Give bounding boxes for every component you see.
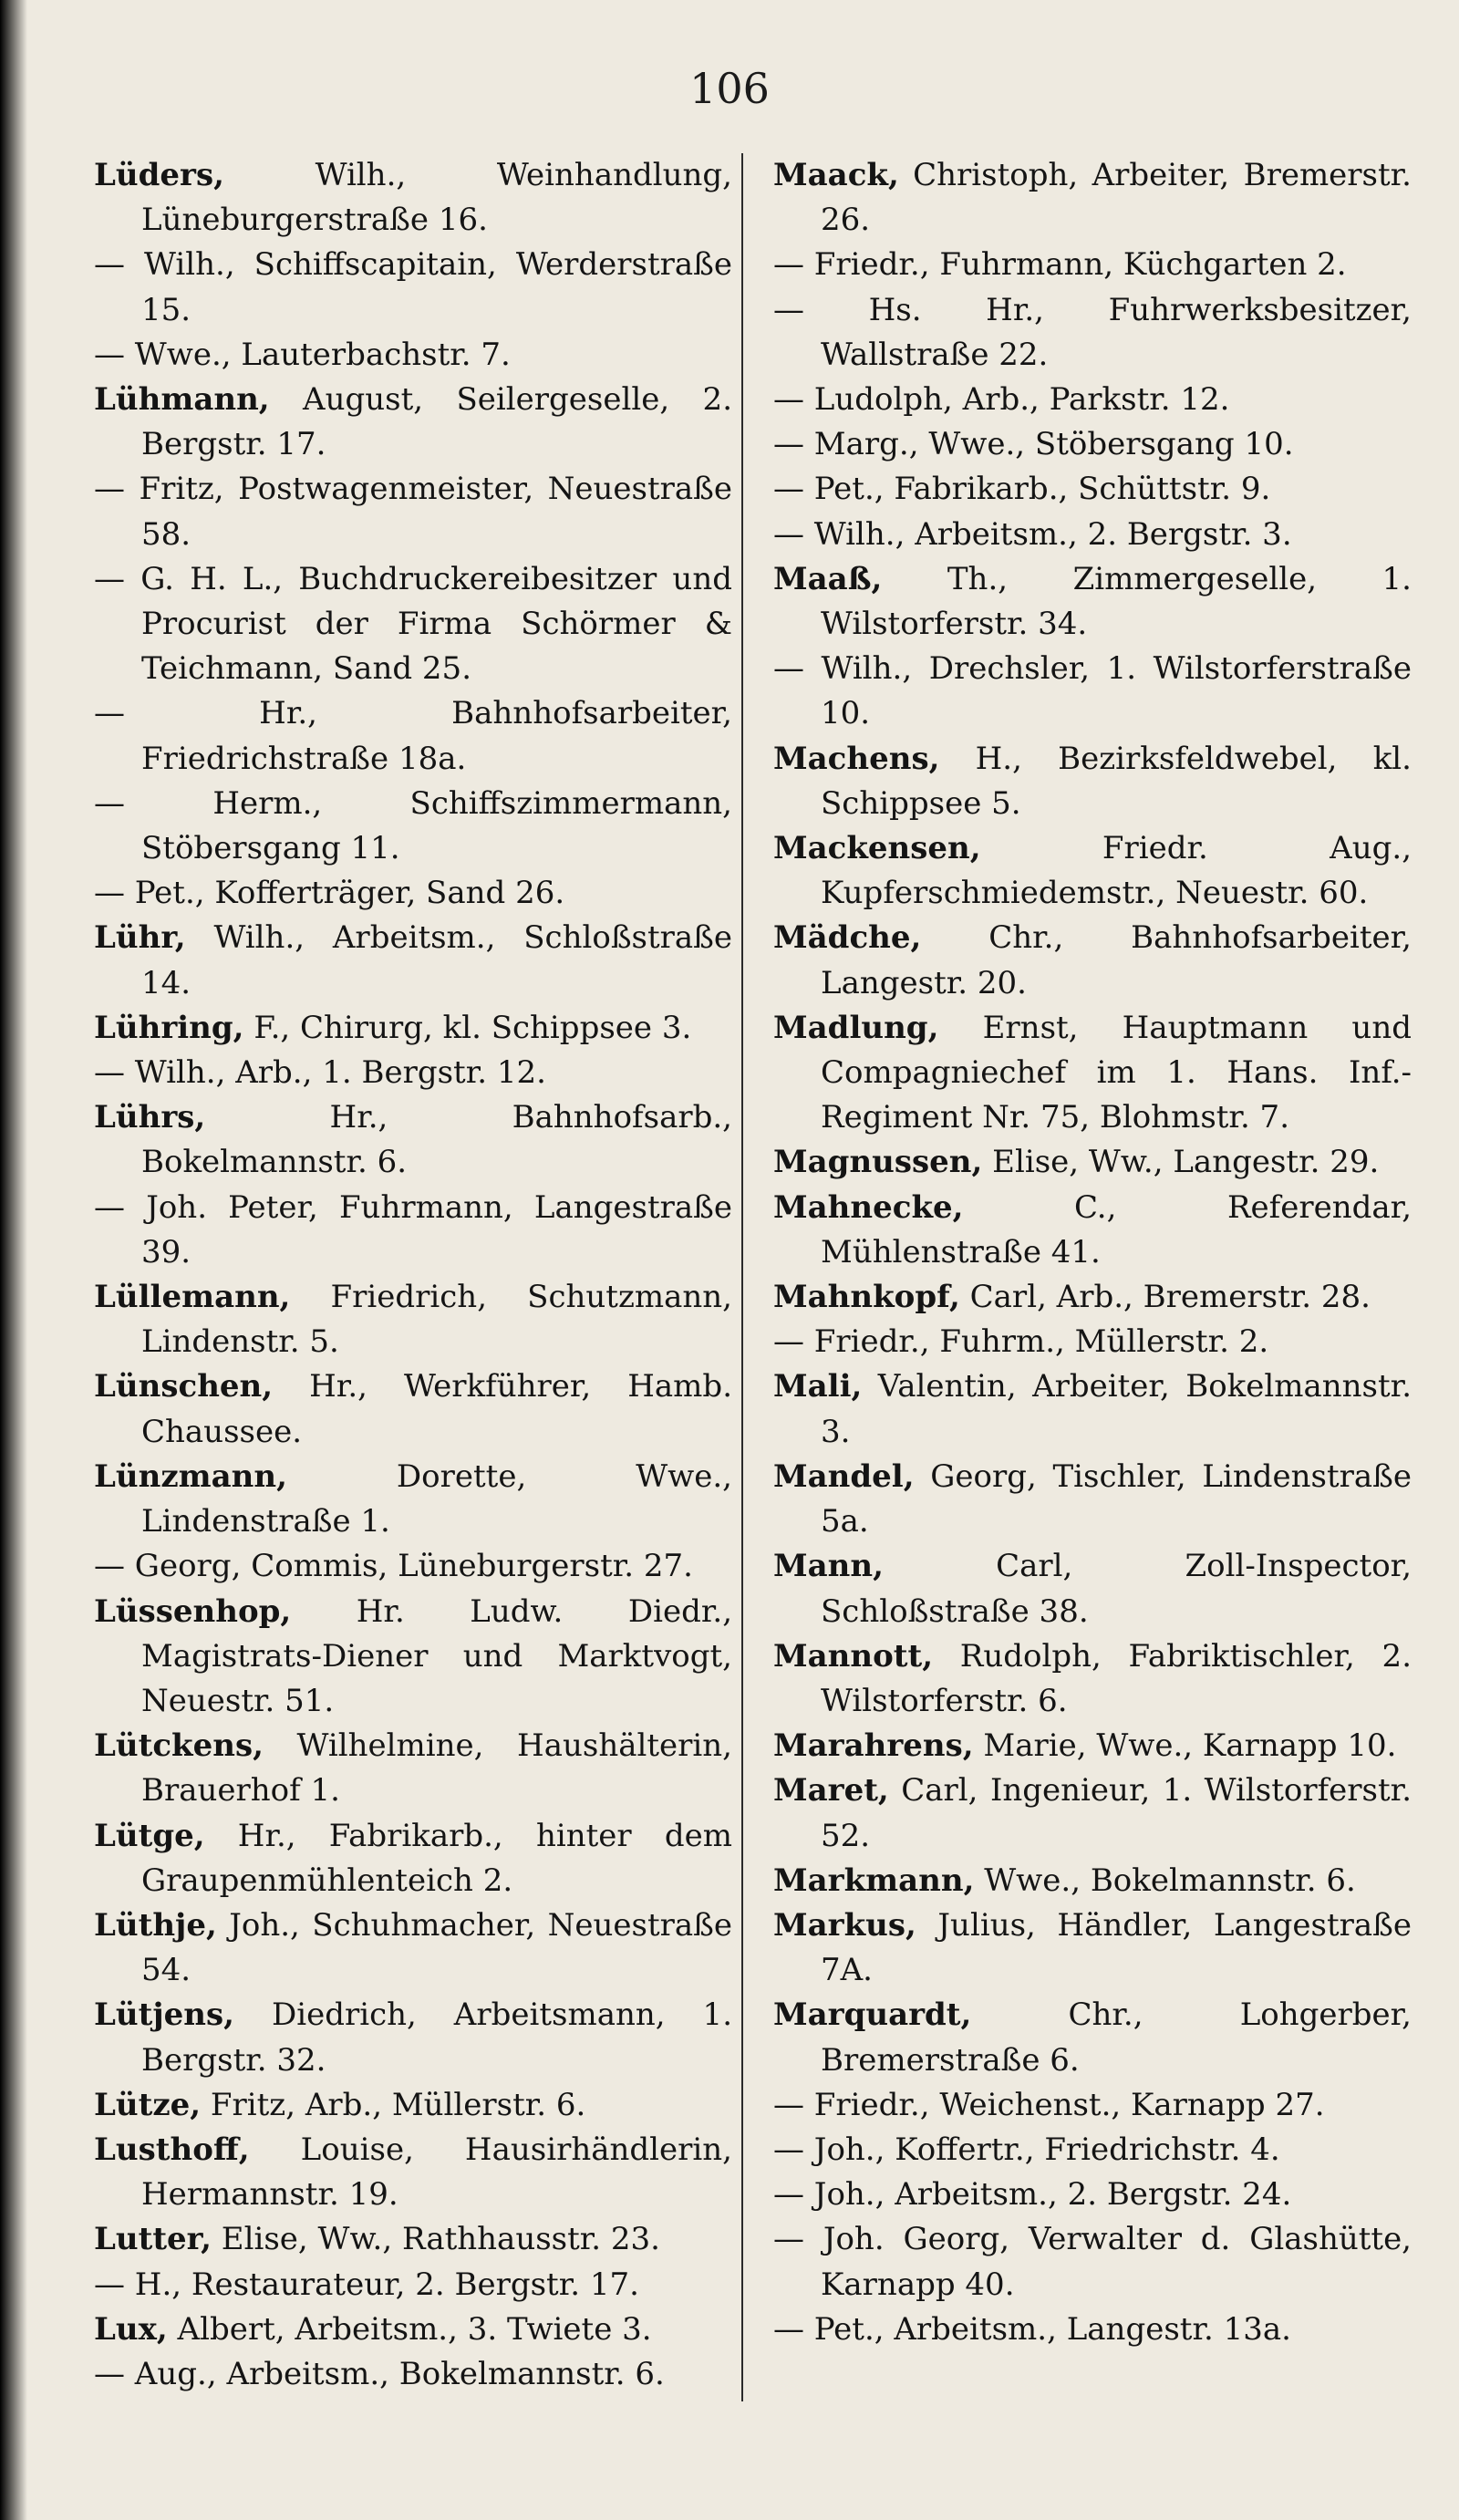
directory-entry [773, 1455, 1412, 1544]
entry-details: — Wilh., Arbeitsm., 2. Bergstr. 3. [773, 515, 1292, 553]
entry-details: Diedrich, Arbeitsmann, 1. Bergstr. 32. [141, 1996, 732, 2079]
directory-entry [94, 378, 732, 467]
directory-entry [773, 737, 1412, 826]
entry-details: — Hs. Hr., Fuhrwerksbesitzer, Wallstraße 22. [773, 291, 1412, 373]
directory-entry [773, 1903, 1412, 1993]
entry-surname: Lüthje, [94, 1906, 217, 1944]
directory-entry [94, 2128, 732, 2217]
directory-entry [94, 2263, 732, 2307]
directory-entry [773, 513, 1412, 557]
entry-details: C., Referendar, Mühlenstraße 41. [821, 1188, 1412, 1270]
right-column [773, 153, 1412, 2352]
entry-details: — Pet., Arbeitsm., Langestr. 13a. [773, 2310, 1291, 2348]
entry-details: Wilh., Weinhandlung, Lüneburgerstraße 16. [141, 157, 732, 239]
entry-details: Chr., Bahnhofsarbeiter, Langestr. 20. [821, 919, 1412, 1001]
entry-details: — Wwe., Lauterbachstr. 7. [94, 336, 511, 373]
entry-surname: Mahnkopf, [773, 1279, 960, 1316]
directory-entry [94, 1903, 732, 1993]
directory-entry [773, 1364, 1412, 1454]
entry-details: Louise, Hausirhändlerin, Hermannstr. 19. [141, 2131, 732, 2214]
directory-entry [94, 557, 732, 692]
entry-details: — Georg, Commis, Lüneburgerstr. 27. [94, 1548, 693, 1585]
entry-details: — Marg., Wwe., Stöbersgang 10. [773, 426, 1294, 463]
entry-details: — Fritz, Postwagenmeister, Neuestraße 58. [94, 471, 732, 553]
directory-entry [94, 2307, 732, 2352]
entry-surname: Maaß, [773, 560, 883, 597]
entry-details: Marie, Wwe., Karnapp 10. [973, 1727, 1397, 1765]
page-number: 106 [689, 64, 770, 113]
directory-entry [773, 647, 1412, 736]
entry-surname: Lütge, [94, 1817, 205, 1854]
entry-details: Wilhelmine, Haushälterin, Brauerhof 1. [141, 1727, 732, 1810]
directory-entry [94, 1455, 732, 1544]
directory-entry [773, 1634, 1412, 1724]
directory-entry [94, 1275, 732, 1364]
entry-surname: Maack, [773, 157, 899, 193]
directory-entry [94, 333, 732, 378]
entry-details: Elise, Ww., Langestr. 29. [982, 1144, 1380, 1181]
entry-details: Hr., Fabrikarb., hinter dem Graupenmühlenteich 2. [141, 1817, 732, 1899]
entry-details: — Hr., Bahnhofsarbeiter, Friedrichstraße 18a. [94, 695, 732, 777]
entry-surname: Mädche, [773, 919, 922, 957]
directory-entry [773, 1724, 1412, 1768]
page-edge-shadow [0, 0, 27, 2520]
directory-entry [94, 243, 732, 332]
directory-entry [773, 916, 1412, 1005]
entry-details: Dorette, Wwe., Lindenstraße 1. [141, 1457, 732, 1540]
directory-entry [773, 378, 1412, 422]
entry-surname: Lühmann, [94, 381, 270, 419]
entry-details: Elise, Ww., Rathhausstr. 23. [211, 2221, 660, 2258]
entry-details: Rudolph, Fabriktischler, 2. Wilstorferstr. 6. [821, 1637, 1412, 1719]
directory-entry [94, 1095, 732, 1185]
entry-surname: Marahrens, [773, 1727, 974, 1765]
entry-details: — G. H. L., Buchdruckereibesitzer und Procurist der Firma Schörmer & Teichmann, Sand 25. [94, 560, 732, 688]
directory-entry [94, 1590, 732, 1725]
directory-entry [94, 1186, 732, 1275]
entry-details: Th., Zimmergeselle, 1. Wilstorferstr. 34. [821, 560, 1412, 643]
entry-surname: Mali, [773, 1368, 863, 1405]
entry-details: Joh., Schuhmacher, Neuestraße 54. [141, 1906, 732, 1989]
entry-details: — Wilh., Drechsler, 1. Wilstorferstraße 10. [773, 650, 1412, 732]
entry-surname: Lütze, [94, 2086, 202, 2123]
directory-entry [773, 2083, 1412, 2128]
entry-details: Hr. Ludw. Diedr., Magistrats-Diener und Marktvogt, Neuestr. 51. [141, 1592, 732, 1719]
directory-entry [773, 2307, 1412, 2352]
entry-surname: Lünzmann, [94, 1457, 287, 1495]
directory-entry [94, 2217, 732, 2262]
directory-entry [773, 1544, 1412, 1633]
directory-entry [94, 153, 732, 243]
entry-details: — Joh., Arbeitsm., 2. Bergstr. 24. [773, 2176, 1292, 2214]
entry-details: F., Chirurg, kl. Schippsee 3. [243, 1009, 692, 1046]
directory-entry [773, 2128, 1412, 2173]
directory-entry [773, 826, 1412, 916]
directory-entry [94, 2083, 732, 2128]
directory-entry [773, 1859, 1412, 1903]
entry-surname: Mackensen, [773, 830, 981, 867]
entry-details: — Pet., Fabrikarb., Schüttstr. 9. [773, 471, 1271, 508]
directory-entry [94, 1724, 732, 1813]
entry-details: — Wilh., Arb., 1. Bergstr. 12. [94, 1054, 546, 1092]
directory-entry [773, 1275, 1412, 1320]
entry-details: Ernst, Hauptmann und Compagniechef im 1. Hans. Inf.-Regiment Nr. 75, Blohmstr. 7. [821, 1009, 1412, 1136]
entry-surname: Lünschen, [94, 1368, 274, 1405]
entry-details: — H., Restaurateur, 2. Bergstr. 17. [94, 2266, 639, 2303]
directory-entry [94, 1544, 732, 1589]
entry-details: — Pet., Kofferträger, Sand 26. [94, 875, 565, 912]
entry-details: Wilh., Arbeitsm., Schloßstraße 14. [141, 919, 732, 1001]
entry-surname: Mannott, [773, 1637, 934, 1675]
directory-entry [94, 916, 732, 1005]
directory-entry [773, 2173, 1412, 2217]
directory-entry [773, 243, 1412, 287]
directory-entry [773, 1993, 1412, 2082]
entry-details: — Joh. Georg, Verwalter d. Glashütte, Karnapp 40. [773, 2221, 1412, 2303]
directory-entry [773, 557, 1412, 647]
entry-details: — Joh. Peter, Fuhrmann, Langestraße 39. [94, 1188, 732, 1270]
entry-surname: Machens, [773, 740, 940, 777]
entry-surname: Lüllemann, [94, 1279, 291, 1316]
directory-entry [94, 1814, 732, 1903]
directory-entry [773, 153, 1412, 243]
directory-entry [94, 1051, 732, 1095]
entry-details: Friedrich, Schutzmann, Lindenstr. 5. [141, 1279, 732, 1361]
entry-details: Valentin, Arbeiter, Bokelmannstr. 3. [821, 1368, 1412, 1450]
entry-surname: Lüssenhop, [94, 1592, 292, 1630]
entry-surname: Lux, [94, 2310, 168, 2348]
entry-surname: Markus, [773, 1906, 916, 1944]
entry-details: — Ludolph, Arb., Parkstr. 12. [773, 381, 1230, 419]
entry-details: H., Bezirksfeldwebel, kl. Schippsee 5. [821, 740, 1412, 822]
directory-entry [94, 871, 732, 916]
directory-entry [773, 288, 1412, 378]
directory-entry [94, 1364, 732, 1454]
directory-entry [773, 1320, 1412, 1364]
directory-entry [94, 782, 732, 871]
directory-entry [773, 467, 1412, 512]
entry-surname: Lührs, [94, 1099, 206, 1136]
left-column [94, 153, 732, 2397]
column-divider [741, 153, 743, 2401]
directory-entry [773, 1140, 1412, 1185]
entry-surname: Marquardt, [773, 1996, 972, 2034]
entry-details: Carl, Ingenieur, 1. Wilstorferstr. 52. [821, 1772, 1412, 1854]
entry-details: — Friedr., Weichenst., Karnapp 27. [773, 2086, 1325, 2123]
directory-entry [94, 2352, 732, 2397]
entry-surname: Lühr, [94, 919, 186, 957]
entry-surname: Lutter, [94, 2221, 212, 2258]
directory-entry [773, 1006, 1412, 1141]
entry-details: Carl, Zoll-Inspector, Schloßstraße 38. [821, 1548, 1412, 1630]
entry-details: Hr., Werkführer, Hamb. Chaussee. [141, 1368, 732, 1450]
entry-surname: Mandel, [773, 1457, 915, 1495]
entry-surname: Lüders, [94, 157, 224, 193]
entry-surname: Maret, [773, 1772, 889, 1810]
entry-details: Fritz, Arb., Müllerstr. 6. [201, 2086, 586, 2123]
entry-details: Georg, Tischler, Lindenstraße 5a. [821, 1457, 1412, 1540]
entry-details: Christoph, Arbeiter, Bremerstr. 26. [821, 157, 1412, 239]
entry-surname: Mann, [773, 1548, 884, 1585]
entry-details: Hr., Bahnhofsarb., Bokelmannstr. 6. [141, 1099, 732, 1181]
directory-entry [94, 1993, 732, 2082]
entry-surname: Magnussen, [773, 1144, 983, 1181]
entry-details: — Friedr., Fuhrm., Müllerstr. 2. [773, 1323, 1269, 1361]
directory-entry [94, 691, 732, 781]
entry-details: Chr., Lohgerber, Bremerstraße 6. [821, 1996, 1412, 2079]
entry-details: Albert, Arbeitsm., 3. Twiete 3. [167, 2310, 652, 2348]
entry-details: — Aug., Arbeitsm., Bokelmannstr. 6. [94, 2355, 665, 2392]
entry-details: Friedr. Aug., Kupferschmiedemstr., Neuestr. 60. [821, 830, 1412, 912]
entry-surname: Lütjens, [94, 1996, 234, 2034]
entry-surname: Lühring, [94, 1009, 244, 1046]
entry-surname: Lütckens, [94, 1727, 264, 1765]
directory-entry [773, 1768, 1412, 1858]
entry-details: — Joh., Koffertr., Friedrichstr. 4. [773, 2131, 1280, 2168]
directory-entry [773, 422, 1412, 467]
directory-entry [773, 1186, 1412, 1275]
entry-details: Julius, Händler, Langestraße 7A. [821, 1906, 1412, 1989]
entry-details: Wwe., Bokelmannstr. 6. [974, 1861, 1356, 1899]
entry-surname: Markmann, [773, 1861, 975, 1899]
entry-details: — Friedr., Fuhrmann, Küchgarten 2. [773, 246, 1347, 284]
directory-entry [773, 2217, 1412, 2307]
entry-surname: Lusthoff, [94, 2131, 250, 2168]
directory-entry [94, 467, 732, 556]
entry-surname: Mahnecke, [773, 1188, 964, 1226]
entry-details: August, Seilergeselle, 2. Bergstr. 17. [141, 381, 732, 463]
entry-details: — Herm., Schiffszimmermann, Stöbersgang 11. [94, 784, 732, 867]
entry-surname: Madlung, [773, 1009, 939, 1046]
entry-details: — Wilh., Schiffscapitain, Werderstraße 15. [94, 246, 732, 328]
entry-details: Carl, Arb., Bremerstr. 28. [959, 1279, 1371, 1316]
directory-entry [94, 1006, 732, 1051]
